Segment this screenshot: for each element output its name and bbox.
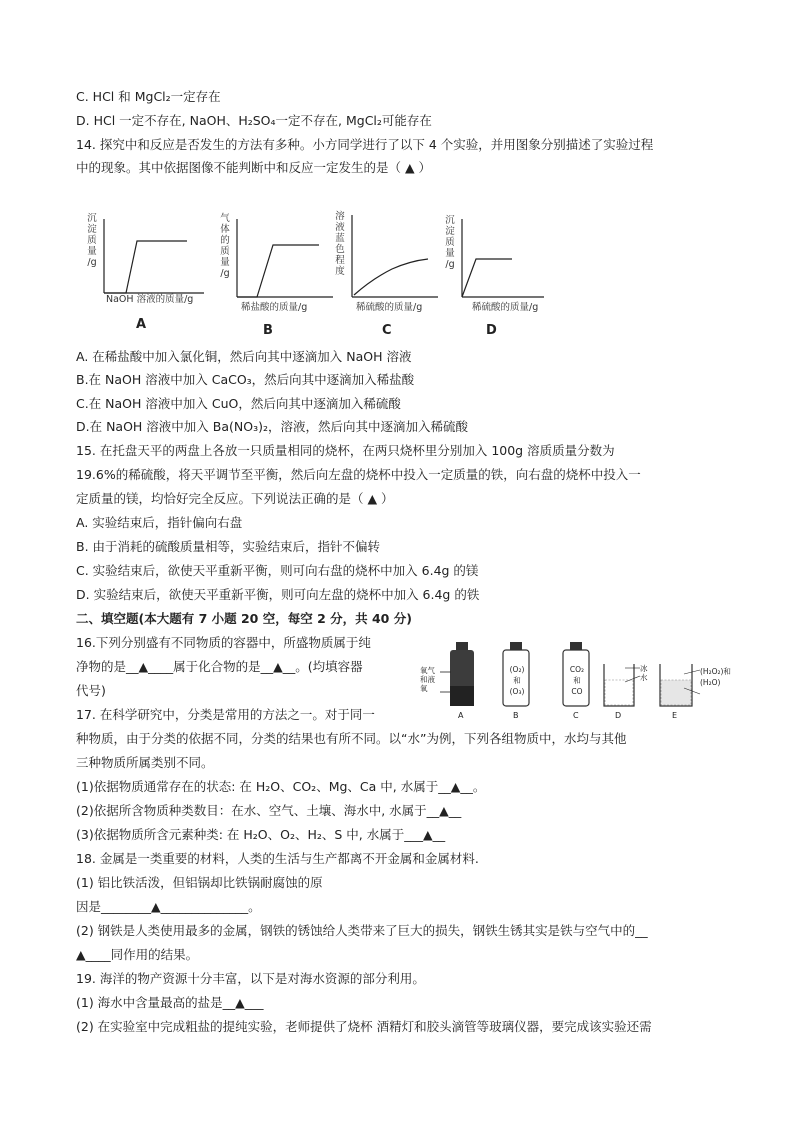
chart-a xyxy=(82,205,212,340)
question-15-line3: 定质量的镁，均恰好完全反应。下列说法正确的是（ ▲ ） xyxy=(76,491,394,506)
chart-c-xlabel: 稀硫酸的质量/g xyxy=(356,302,423,313)
q17-sub-2: (2)依据所含物质种类数目：在水、空气、土壤、海水中, 水属于__▲__ xyxy=(76,803,462,818)
q14-option-d: D.在 NaOH 溶液中加入 Ba(NO₃)₂，溶液，然后向其中逐滴加入稀硫酸 xyxy=(76,419,468,434)
chart-a-letter: A xyxy=(136,317,147,332)
chart-b-letter: B xyxy=(263,323,273,338)
container-a-label: 氧气和液氧 xyxy=(420,666,435,693)
question-15-line1: 15. 在托盘天平的两盘上各放一只质量相同的烧杯，在两只烧杯里分别加入 100g 溶质质量分数为 xyxy=(76,443,615,458)
question-15-line2: 19.6%的稀硫酸，将天平调节至平衡，然后向左盘的烧杯中投入一定质量的铁，向右盘的烧杯中投入一 xyxy=(76,467,641,482)
chart-c-ylabel: 溶 液 蓝 色 程 度 xyxy=(335,211,345,277)
chart-b-xlabel: 稀盐酸的质量/g xyxy=(241,302,308,313)
question-14-line1: 14. 探究中和反应是否发生的方法有多种。小方同学进行了以下 4 个实验，并用图象分别描述了实验过程 xyxy=(76,137,654,152)
chart-d-xlabel: 稀硫酸的质量/g xyxy=(472,302,539,313)
section-2-heading: 二、填空题(本大题有 7 小题 20 空，每空 2 分，共 40 分) xyxy=(76,611,412,626)
chart-d-graph xyxy=(440,205,570,340)
chart-b-ylabel: 气 体 的 质 量 /g xyxy=(220,213,230,279)
question-19-line1: 19. 海洋的物产资源十分丰富，以下是对海水资源的部分利用。 xyxy=(76,971,425,986)
q17-sub-1: (1)依据物质通常存在的状态: 在 H₂O、CO₂、Mg、Ca 中, 水属于__▲__。 xyxy=(76,779,486,794)
container-c-label: CO₂和CO xyxy=(569,665,585,696)
chart-a-xlabel: NaOH 溶液的质量/g xyxy=(106,294,194,305)
q18-sub-2-line2: ▲____同作用的结果。 xyxy=(76,947,199,962)
option-c-text: C. HCl 和 MgCl₂一定存在 xyxy=(76,89,221,104)
question-17-line3: 三种物质所属类别不同。 xyxy=(76,755,214,770)
container-e-label: (H₂O₂)和(H₂O) xyxy=(700,667,731,687)
q18-sub-2-line1: (2) 钢铁是人类使用最多的金属，钢铁的锈蚀给人类带来了巨大的损失，钢铁生锈其实是铁与空气中的__ xyxy=(76,923,648,938)
container-caption-e: E xyxy=(672,711,678,720)
container-caption-a: A xyxy=(458,711,464,720)
q19-sub-1: (1) 海水中含量最高的盐是__▲___ xyxy=(76,995,264,1010)
container-caption-d: D xyxy=(615,711,622,720)
container-d-label: 冰水 xyxy=(640,664,648,682)
q19-sub-2: (2) 在实验室中完成粗盐的提纯实验，老师提供了烧杯 酒精灯和胶头滴管等玻璃仪器，要完成该实验还需 xyxy=(76,1019,652,1034)
q17-sub-3: (3)依据物质所含元素种类: 在 H₂O、O₂、H₂、S 中, 水属于___▲__ xyxy=(76,827,446,842)
q15-option-d: D. 实验结束后，欲使天平重新平衡，则可向左盘的烧杯中加入 6.4g 的铁 xyxy=(76,587,480,602)
q14-option-a: A. 在稀盐酸中加入氯化铜，然后向其中逐滴加入 NaOH 溶液 xyxy=(76,349,412,364)
chart-b xyxy=(215,205,345,340)
chart-c-letter: C xyxy=(382,323,392,338)
container-caption-c: C xyxy=(573,711,579,720)
container-b-label: (O₂)和(O₃) xyxy=(509,665,525,696)
chart-b-graph xyxy=(215,205,345,340)
question-18-line1: 18. 金属是一类重要的材料，人类的生活与生产都离不开金属和金属材料. xyxy=(76,851,479,866)
container-caption-b: B xyxy=(513,711,519,720)
question-16-line2: 净物的是__▲____属于化合物的是__▲__。(均填容器 xyxy=(76,659,363,674)
chart-a-ylabel: 沉 淀 质 量 /g xyxy=(87,213,97,268)
q18-sub-1-line1: (1) 铝比铁活泼，但铝锅却比铁锅耐腐蚀的原 xyxy=(76,875,323,890)
chart-d-letter: D xyxy=(486,323,497,338)
option-d-text: D. HCl 一定不存在, NaOH、H₂SO₄一定不存在, MgCl₂可能存在 xyxy=(76,113,432,128)
q15-option-b: B. 由于消耗的硫酸质量相等，实验结束后，指针不偏转 xyxy=(76,539,381,554)
q14-option-b: B.在 NaOH 溶液中加入 CaCO₃，然后向其中逐滴加入稀盐酸 xyxy=(76,372,415,387)
question-17-line1: 17. 在科学研究中，分类是常用的方法之一。对于同一 xyxy=(76,707,375,722)
q15-option-a: A. 实验结束后，指针偏向右盘 xyxy=(76,515,243,530)
q15-option-c: C. 实验结束后，欲使天平重新平衡，则可向右盘的烧杯中加入 6.4g 的镁 xyxy=(76,563,479,578)
question-14-line2: 中的现象。其中依据图像不能判断中和反应一定发生的是（ ▲ ） xyxy=(76,160,432,175)
chart-d-ylabel: 沉 淀 质 量 /g xyxy=(445,215,455,270)
containers-figure xyxy=(418,640,738,725)
q18-sub-1-line2: 因是________▲______________。 xyxy=(76,899,261,914)
chart-a-graph xyxy=(82,205,212,340)
q14-option-c: C.在 NaOH 溶液中加入 CuO，然后向其中逐滴加入稀硫酸 xyxy=(76,396,401,411)
question-16-line3: 代号) xyxy=(76,683,106,698)
chart-d xyxy=(440,205,570,340)
question-17-line2: 种物质，由于分类的依据不同，分类的结果也有所不同。以“水”为例，下列各组物质中，水均与其他 xyxy=(76,731,627,746)
question-16-line1: 16.下列分别盛有不同物质的容器中，所盛物质属于纯 xyxy=(76,635,371,650)
